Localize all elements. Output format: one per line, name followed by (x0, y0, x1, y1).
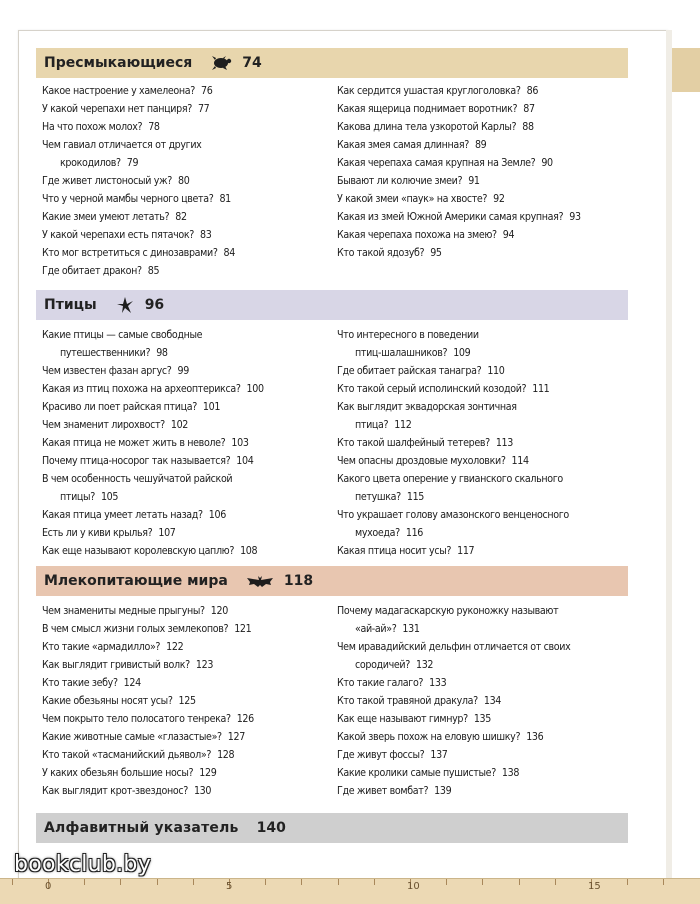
toc-entry[interactable] (42, 638, 334, 656)
toc-page-number: 82 (175, 211, 186, 223)
toc-entry[interactable] (42, 208, 334, 226)
toc-question: петушка? (355, 491, 401, 503)
toc-question: Кто такой серый исполинский козодой? (337, 383, 526, 395)
toc-question: У какой черепахи нет панциря? (42, 103, 192, 115)
toc-question: Что у черной мамбы черного цвета? (42, 193, 213, 205)
toc-question: птиц-шалашников? (355, 347, 447, 359)
turtle-icon (210, 55, 232, 71)
toc-question: Где живет вомбат? (337, 785, 428, 797)
toc-page-number: 114 (512, 455, 529, 467)
toc-question: Кто такой ядозуб? (337, 247, 424, 259)
toc-question: Чем известен фазан аргус? (42, 365, 172, 377)
ruler-tick (84, 879, 85, 885)
toc-entry[interactable] (42, 620, 334, 638)
toc-entry[interactable] (42, 118, 334, 136)
toc-entry[interactable] (337, 452, 629, 470)
toc-entry[interactable] (42, 244, 334, 262)
toc-entry[interactable] (337, 728, 629, 746)
toc-entry[interactable] (337, 470, 629, 506)
toc-entry[interactable] (337, 82, 629, 100)
ruler-tick (301, 879, 302, 885)
toc-question: сородичей? (355, 659, 410, 671)
toc-page-number: 138 (502, 767, 519, 779)
page-edge (666, 30, 672, 878)
toc-question: Чем покрыто тело полосатого тенрека? (42, 713, 231, 725)
toc-column-right (337, 602, 629, 800)
toc-entry[interactable] (337, 326, 629, 362)
toc-entry[interactable] (42, 452, 334, 470)
section-title: Млекопитающие мира (44, 573, 228, 589)
section-title: Алфавитный указатель (44, 820, 239, 836)
toc-entry[interactable] (337, 190, 629, 208)
toc-entry[interactable] (42, 262, 334, 280)
ruler-label: 10 (407, 881, 420, 892)
toc-page-number: 93 (569, 211, 580, 223)
toc-entry[interactable] (337, 746, 629, 764)
toc-page-number: 90 (541, 157, 552, 169)
toc-page-number: 121 (234, 623, 251, 635)
ruler-tick (627, 879, 628, 885)
toc-question: Где обитает райская танагра? (337, 365, 481, 377)
toc-entry[interactable] (42, 710, 334, 728)
toc-page-number: 101 (203, 401, 220, 413)
toc-question: Какова длина тела узкоротой Карлы? (337, 121, 516, 133)
toc-entry[interactable] (337, 172, 629, 190)
toc-page-number: 92 (493, 193, 504, 205)
toc-question: Как выглядит крот-звездонос? (42, 785, 188, 797)
toc-entry[interactable] (42, 656, 334, 674)
page-tab (672, 48, 700, 92)
toc-question: Как еще называют гимнур? (337, 713, 468, 725)
toc-entry[interactable] (42, 190, 334, 208)
toc-question: «ай-ай»? (355, 623, 396, 635)
toc-page-number: 88 (522, 121, 533, 133)
toc-question: Какие животные самые «глазастые»? (42, 731, 222, 743)
toc-entry[interactable] (42, 172, 334, 190)
toc-entry[interactable] (42, 82, 334, 100)
toc-question: Где живут фоссы? (337, 749, 424, 761)
toc-question: Какая черепаха похожа на змею? (337, 229, 497, 241)
toc-entry[interactable] (42, 524, 334, 542)
watermark: bookclub.by (14, 852, 151, 877)
toc-page-number: 104 (236, 455, 253, 467)
toc-question: Красиво ли поет райская птица? (42, 401, 197, 413)
toc-page-number: 83 (200, 229, 211, 241)
toc-entry[interactable] (337, 362, 629, 380)
ruler-tick (663, 879, 664, 885)
toc-question: Кто такие «армадиллo»? (42, 641, 160, 653)
toc-question: Чем знаменит лирохвост? (42, 419, 165, 431)
toc-page-number: 136 (526, 731, 543, 743)
toc-question: Кто такие галаго? (337, 677, 423, 689)
toc-entry[interactable] (42, 782, 334, 800)
toc-page-number: 108 (240, 545, 257, 557)
toc-page-number: 102 (171, 419, 188, 431)
toc-page-number: 79 (127, 157, 138, 169)
toc-entry[interactable] (42, 362, 334, 380)
ruler-tick (157, 879, 158, 885)
toc-question: У каких обезьян большие носы? (42, 767, 193, 779)
toc-page-number: 135 (474, 713, 491, 725)
toc-question: Какое настроение у хамелеона? (42, 85, 195, 97)
toc-page-number: 106 (209, 509, 226, 521)
toc-entry[interactable] (337, 782, 629, 800)
toc-entry[interactable] (337, 118, 629, 136)
toc-question: Что интересного в поведении (337, 329, 479, 341)
toc-page-number: 87 (523, 103, 534, 115)
toc-entry[interactable] (337, 542, 629, 560)
toc-entry[interactable] (42, 674, 334, 692)
toc-question: У какой змеи «паук» на хвосте? (337, 193, 487, 205)
toc-question: Кто такие зебу? (42, 677, 118, 689)
toc-question: Как сердится ушастая круглоголовка? (337, 85, 521, 97)
ruler-tick (265, 879, 266, 885)
toc-page-number: 129 (199, 767, 216, 779)
toc-question: Бывают ли колючие змеи? (337, 175, 462, 187)
toc-question: Как выглядит эквадорская зонтичная (337, 401, 517, 413)
section-header-mammals (36, 566, 628, 596)
toc-page-number: 85 (148, 265, 159, 277)
ruler-label: 0 (45, 881, 51, 892)
toc-page-number: 103 (231, 437, 248, 449)
toc-page-number: 132 (416, 659, 433, 671)
toc-entry[interactable] (42, 434, 334, 452)
toc-column-left (42, 326, 334, 560)
toc-question: мухоеда? (355, 527, 400, 539)
toc-question: Какая из птиц похожа на археоптерикса? (42, 383, 241, 395)
toc-page-number: 123 (196, 659, 213, 671)
toc-entry[interactable] (42, 764, 334, 782)
toc-question: крокодилов? (60, 157, 121, 169)
toc-page-number: 116 (406, 527, 423, 539)
toc-page-number: 105 (101, 491, 118, 503)
toc-entry[interactable] (42, 226, 334, 244)
toc-page-number: 110 (487, 365, 504, 377)
toc-entry[interactable] (42, 542, 334, 560)
toc-entry[interactable] (42, 398, 334, 416)
toc-page-number: 126 (237, 713, 254, 725)
toc-page-number: 86 (527, 85, 538, 97)
toc-question: Почему птица-носорог так называется? (42, 455, 230, 467)
toc-question: Какой зверь похож на еловую шишку? (337, 731, 520, 743)
toc-entry[interactable] (337, 638, 629, 674)
toc-page-number: 99 (178, 365, 189, 377)
toc-page-number: 91 (468, 175, 479, 187)
toc-entry[interactable] (42, 100, 334, 118)
toc-question: Какая из змей Южной Америки самая крупная? (337, 211, 563, 223)
section-page: 118 (284, 573, 313, 589)
toc-page-number: 89 (475, 139, 486, 151)
toc-page-number: 115 (407, 491, 424, 503)
toc-question: Кто такой «тасманийский дьявол»? (42, 749, 211, 761)
toc-column-right (337, 326, 629, 560)
section-title: Птицы (44, 297, 97, 313)
toc-question: птица? (355, 419, 388, 431)
toc-entry[interactable] (42, 416, 334, 434)
ruler-tick (193, 879, 194, 885)
toc-page-number: 131 (402, 623, 419, 635)
toc-question: Какие кролики самые пушистые? (337, 767, 496, 779)
toc-page-number: 112 (394, 419, 411, 431)
toc-question: Как еще называют королевскую цаплю? (42, 545, 234, 557)
toc-entry[interactable] (42, 470, 334, 506)
toc-question: Почему мадагаскарскую руконожку называют (337, 605, 558, 617)
toc-column-right (337, 82, 629, 262)
toc-entry[interactable] (42, 380, 334, 398)
ruler-tick (555, 879, 556, 885)
toc-page-number: 117 (457, 545, 474, 557)
toc-question: Какая птица носит усы? (337, 545, 451, 557)
toc-page-number: 80 (178, 175, 189, 187)
toc-page-number: 134 (484, 695, 501, 707)
toc-page-number: 95 (430, 247, 441, 259)
toc-page-number: 139 (434, 785, 451, 797)
toc-page-number: 127 (228, 731, 245, 743)
toc-question: Какая змея самая длинная? (337, 139, 469, 151)
toc-question: Какие обезьяны носят усы? (42, 695, 173, 707)
ruler-tick (374, 879, 375, 885)
toc-question: Какая черепаха самая крупная на Земле? (337, 157, 535, 169)
section-title: Пресмыкающиеся (44, 55, 192, 71)
toc-entry[interactable] (337, 764, 629, 782)
toc-question: птицы? (60, 491, 95, 503)
toc-entry[interactable] (337, 244, 629, 262)
ruler (0, 878, 700, 904)
ruler-tick (482, 879, 483, 885)
ruler-tick (446, 879, 447, 885)
toc-page-number: 107 (158, 527, 175, 539)
hummingbird-icon (115, 295, 135, 315)
toc-page-number: 130 (194, 785, 211, 797)
toc-page-number: 137 (430, 749, 447, 761)
toc-question: Какие птицы — самые свободные (42, 329, 202, 341)
ruler-tick (519, 879, 520, 885)
section-page: 140 (257, 820, 286, 836)
toc-entry[interactable] (337, 434, 629, 452)
toc-entry[interactable] (42, 136, 334, 172)
toc-question: путешественники? (60, 347, 150, 359)
toc-question: В чем особенность чешуйчатой райской (42, 473, 232, 485)
toc-question: На что похож молох? (42, 121, 142, 133)
toc-entry[interactable] (337, 398, 629, 434)
section-page: 96 (145, 297, 164, 313)
toc-question: Какая птица не может жить в неволе? (42, 437, 225, 449)
toc-question: Чем опасны дроздовые мухоловки? (337, 455, 506, 467)
ruler-tick (12, 879, 13, 885)
bat-icon (246, 573, 274, 589)
toc-question: Какие змеи умеют летать? (42, 211, 169, 223)
toc-page-number: 109 (453, 347, 470, 359)
toc-entry[interactable] (42, 326, 334, 362)
ruler-tick (120, 879, 121, 885)
toc-question: Какого цвета оперение у гвианского скального (337, 473, 563, 485)
toc-page-number: 84 (224, 247, 235, 259)
ruler-tick (338, 879, 339, 885)
section-header-reptiles (36, 48, 628, 78)
toc-entry[interactable] (337, 154, 629, 172)
toc-page-number: 76 (201, 85, 212, 97)
toc-entry[interactable] (337, 208, 629, 226)
toc-question: Какая птица умеет летать назад? (42, 509, 203, 521)
toc-question: Кто такой шалфейный тетерев? (337, 437, 490, 449)
toc-question: Где живет листоносый уж? (42, 175, 172, 187)
section-header-birds (36, 290, 628, 320)
toc-page-number: 81 (219, 193, 230, 205)
toc-entry[interactable] (337, 100, 629, 118)
toc-page-number: 77 (198, 103, 209, 115)
toc-entry[interactable] (42, 728, 334, 746)
toc-entry[interactable] (42, 746, 334, 764)
toc-question: В чем смысл жизни голых землекопов? (42, 623, 228, 635)
toc-page-number: 100 (247, 383, 264, 395)
toc-question: Какая ящерица поднимает воротник? (337, 103, 517, 115)
toc-entry[interactable] (42, 506, 334, 524)
toc-question: Чем гавиал отличается от других (42, 139, 201, 151)
toc-entry[interactable] (337, 602, 629, 638)
toc-entry[interactable] (42, 602, 334, 620)
toc-entry[interactable] (337, 692, 629, 710)
toc-page-number: 113 (496, 437, 513, 449)
toc-question: Где обитает дракон? (42, 265, 142, 277)
toc-question: У какой черепахи есть пятачок? (42, 229, 194, 241)
toc-entry[interactable] (337, 226, 629, 244)
toc-page-number: 122 (166, 641, 183, 653)
toc-page-number: 120 (211, 605, 228, 617)
toc-question: Что украшает голову амазонского венценосного (337, 509, 569, 521)
toc-entry[interactable] (337, 380, 629, 398)
toc-entry[interactable] (42, 692, 334, 710)
toc-column-left (42, 602, 334, 800)
toc-page-number: 133 (429, 677, 446, 689)
toc-question: Чем знамениты медные прыгуны? (42, 605, 205, 617)
toc-page-number: 125 (179, 695, 196, 707)
toc-page-number: 94 (503, 229, 514, 241)
toc-page-number: 98 (156, 347, 167, 359)
ruler-label: 15 (588, 881, 601, 892)
toc-entry[interactable] (337, 674, 629, 692)
toc-question: Есть ли у киви крылья? (42, 527, 152, 539)
toc-question: Кто такой травяной дракула? (337, 695, 478, 707)
section-page: 74 (242, 55, 261, 71)
toc-entry[interactable] (337, 506, 629, 542)
toc-question: Как выглядит гривистый волк? (42, 659, 190, 671)
toc-page-number: 124 (124, 677, 141, 689)
section-header-index (36, 813, 628, 843)
toc-question: Кто мог встретиться с динозаврами? (42, 247, 218, 259)
toc-column-left (42, 82, 334, 280)
toc-question: Чем иравадийский дельфин отличается от своих (337, 641, 570, 653)
ruler-label: 5 (226, 881, 232, 892)
toc-page-number: 78 (148, 121, 159, 133)
toc-entry[interactable] (337, 710, 629, 728)
toc-entry[interactable] (337, 136, 629, 154)
toc-page-number: 128 (217, 749, 234, 761)
toc-page-number: 111 (532, 383, 549, 395)
